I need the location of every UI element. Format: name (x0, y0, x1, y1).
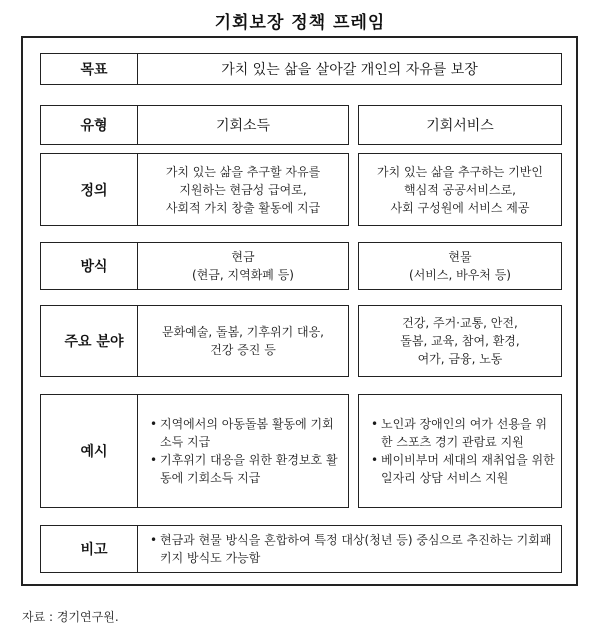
type-opportunity-service: 기회서비스 (358, 105, 562, 145)
method-service-line: (서비스, 바우처 등) (409, 268, 511, 282)
method-income-line: 현금 (231, 250, 255, 264)
definition-income-line: 지원하는 현금성 급여로, (179, 182, 307, 197)
remarks-value (137, 525, 562, 573)
fields-income-line: 건강 증진 등 (210, 343, 276, 357)
examples-income-item: • 지역에서의 아동돌봄 활동에 기회소득 지급 (150, 415, 342, 451)
row-label-type: 유형 (40, 105, 148, 145)
method-income (137, 242, 349, 290)
fields-income-line: 문화예술, 돌봄, 기후위기 대응, (162, 325, 324, 339)
method-income-line: (현금, 지역화폐 등) (192, 268, 294, 282)
row-label-fields: 주요 분야 (40, 305, 148, 377)
page-title: 기회보장 정책 프레임 (214, 13, 386, 33)
row-label-remarks: 비고 (40, 525, 148, 573)
definition-income-line: 사회적 가치 창출 활동에 지급 (165, 200, 321, 215)
fields-service-line: 여가, 금융, 노동 (417, 352, 503, 366)
definition-service-line: 사회 구성원에 서비스 제공 (390, 200, 530, 215)
examples-service (358, 394, 562, 508)
fields-service (358, 305, 562, 377)
goal-value: 가치 있는 삶을 살아갈 개인의 자유를 보장 (137, 53, 562, 85)
method-service-line: 현물 (448, 250, 472, 264)
type-opportunity-income: 기회소득 (137, 105, 349, 145)
examples-service-item: • 노인과 장애인의 여가 선용을 위한 스포츠 경기 관람료 지원 (371, 415, 555, 451)
definition-income (137, 153, 349, 226)
examples-service-item: • 베이비부머 세대의 재취업을 위한 일자리 상담 서비스 지원 (371, 451, 555, 487)
remarks-item: • 현금과 현물 방식을 혼합하여 특정 대상(청년 등) 중심으로 추진하는 기회패키지 방식도 가능함 (150, 531, 555, 567)
fields-service-line: 건강, 주거·교통, 안전, (402, 316, 518, 330)
fields-service-line: 돌봄, 교육, 참여, 환경, (400, 334, 520, 348)
examples-income-item: • 기후위기 대응을 위한 환경보호 활동에 기회소득 지급 (150, 451, 342, 487)
row-label-goal: 목표 (40, 53, 148, 85)
definition-service (358, 153, 562, 226)
definition-income-line: 가치 있는 삶을 추구할 자유를 (165, 164, 321, 179)
row-label-definition: 정의 (40, 153, 148, 226)
source-note: 자료 : 경기연구원. (22, 610, 119, 624)
definition-service-line: 가치 있는 삶을 추구하는 기반인 (377, 164, 543, 179)
row-label-method: 방식 (40, 242, 148, 290)
row-label-examples: 예시 (40, 394, 148, 508)
examples-income (137, 394, 349, 508)
fields-income (137, 305, 349, 377)
method-service (358, 242, 562, 290)
definition-service-line: 핵심적 공공서비스로, (404, 182, 516, 197)
